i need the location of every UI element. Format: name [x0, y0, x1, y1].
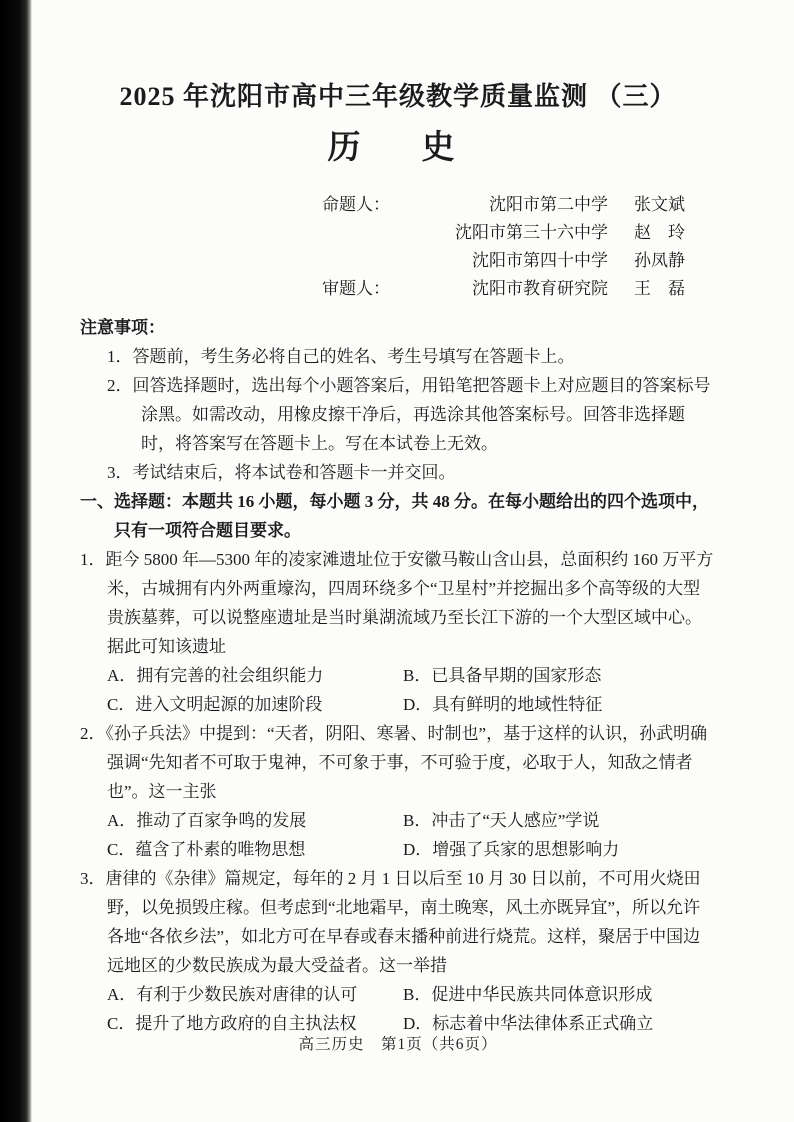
notice-heading: 注意事项：: [80, 318, 165, 337]
option-c: C．进入文明起源的加速阶段: [107, 695, 323, 714]
option-b: B．已具备早期的国家形态: [403, 666, 602, 685]
option-a: A．推动了百家争鸣的发展: [107, 811, 307, 830]
credit-school: 沈阳市第二中学: [489, 195, 608, 214]
credit-school: 沈阳市教育研究院: [472, 279, 608, 298]
subject-title: 历 史: [327, 130, 469, 166]
question-1: [80, 545, 716, 719]
option-d: D．增强了兵家的思想影响力: [403, 840, 620, 859]
credit-line: [322, 219, 706, 247]
option-b: B．冲击了“天人感应”学说: [403, 811, 600, 830]
option-d: D．标志着中华法律体系正式确立: [403, 1014, 654, 1033]
question-options: [80, 661, 716, 719]
credit-label: [322, 219, 398, 247]
notice-item-3: 3．考试结束后，将本试卷和答题卡一并交回。: [107, 463, 456, 482]
credit-name: 张文斌: [634, 195, 685, 214]
notice-item-2: 2．回答选择题时，选出每个小题答案后，用铅笔把答题卡上对应题目的答案标号涂黑。如需改动，用橡皮擦干净后，再选涂其他答案标号。回答非选择题时，将答案写在答题卡上。写在本试卷上无效。: [107, 376, 711, 453]
option-c: C．蕴含了朴素的唯物思想: [107, 840, 306, 859]
question-stem: 3．唐律的《杂律》篇规定，每年的 2 月 1 日以后至 10 月 30 日以前，不可用火烧田野，以免损毁庄稼。但考虑到“北地霜早，南土晚寒，风土亦既异宜”，所以允许各地“各依乡法”，如北方可在早春或春末播种前进行烧荒。这样，聚居于中国边远地区的少数民族成为最大受益者。这一举措: [80, 869, 701, 975]
option-c: C．提升了地方政府的自主执法权: [107, 1014, 357, 1033]
credit-line: [322, 275, 706, 303]
option-b: B．促进中华民族共同体意识形成: [403, 985, 653, 1004]
credit-school: 沈阳市第四十中学: [472, 251, 608, 270]
credit-label: 命题人：: [322, 195, 390, 214]
question-options: [80, 980, 716, 1038]
question-stem: 2．《孙子兵法》中提到：“天者，阴阳、寒暑、时制也”，基于这样的认识，孙武明确强调“先知者不可取于鬼神，不可象于事，不可验于度，必取于人，知敌之情者也”。这一主张: [80, 724, 708, 801]
option-d: D．具有鲜明的地域性特征: [403, 695, 603, 714]
question-stem: 1．距今 5800 年—5300 年的凌家滩遗址位于安徽马鞍山含山县，总面积约 160 万平方米，古城拥有内外两重壕沟，四周环绕多个“卫星村”并挖掘出多个高等级的大型贵族墓葬，可以说整座遗址是当时巢湖流域乃至长江下游的一个大型区域中心。据此可知该遗址: [80, 550, 714, 656]
question-2: [80, 719, 716, 864]
question-options: [80, 806, 716, 864]
credits-block: [322, 191, 706, 303]
section-heading: 一、选择题：本题共 16 小题，每小题 3 分，共 48 分。在每小题给出的四个选项中，只有一项符合题目要求。: [80, 492, 709, 540]
credit-school: 沈阳市第三十六中学: [455, 223, 608, 242]
option-a: A．有利于少数民族对唐律的认可: [107, 985, 358, 1004]
question-3: [80, 864, 716, 1038]
option-a: A．拥有完善的社会组织能力: [107, 666, 324, 685]
exam-title: 2025 年沈阳市高中三年级教学质量监测 （三）: [119, 82, 677, 111]
credit-label: [322, 247, 398, 275]
credit-line: [322, 191, 706, 219]
credit-line: [322, 247, 706, 275]
credit-name: 王 磊: [634, 279, 685, 298]
credit-label: 审题人：: [322, 279, 390, 298]
notice-block: [80, 313, 716, 487]
page-footer: 高三历史 第1页（共6页）: [298, 1036, 498, 1053]
notice-item-1: 1．答题前，考生务必将自己的姓名、考生号填写在答题卡上。: [107, 347, 575, 366]
credit-name: 孙凤静: [634, 251, 685, 270]
credit-name: 赵 玲: [634, 223, 685, 242]
